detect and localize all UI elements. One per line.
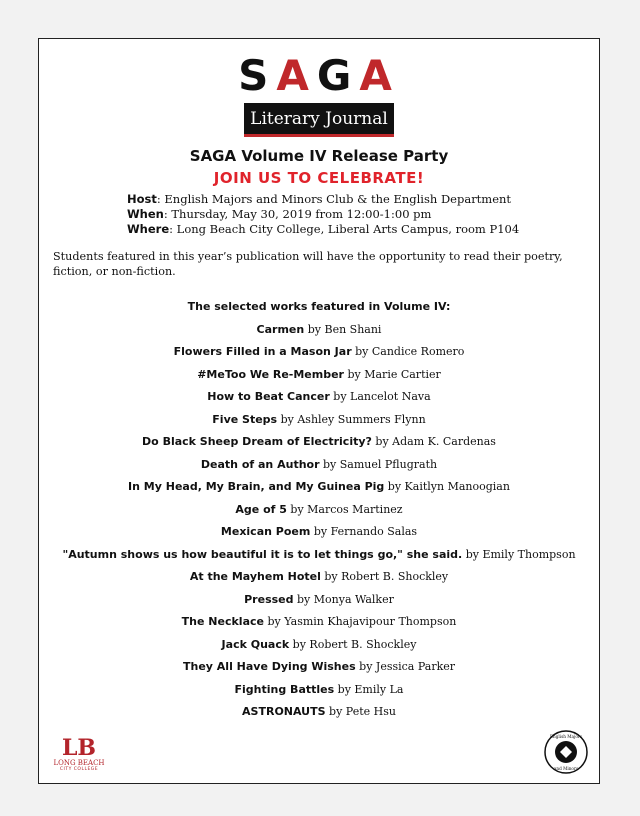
- work-item: [39, 656, 599, 679]
- work-item: [39, 431, 599, 454]
- work-item: [39, 521, 599, 544]
- work-title: Carmen: [256, 322, 305, 336]
- work-item: [39, 319, 599, 342]
- saga-letter-s: S: [238, 51, 277, 100]
- host-label: Host: [127, 192, 157, 206]
- when-label: When: [127, 207, 164, 221]
- when-line: [127, 207, 519, 222]
- work-item: [39, 454, 599, 477]
- work-title: Age of 5: [235, 502, 287, 516]
- work-title: Mexican Poem: [220, 525, 311, 538]
- work-title: Pressed: [244, 592, 294, 606]
- work-author: by Ben Shani: [304, 322, 382, 336]
- work-author: by Lancelot Nava: [329, 390, 431, 403]
- work-item: [39, 679, 599, 702]
- literary-journal-banner: [244, 103, 394, 137]
- work-author: by Robert B. Shockley: [320, 570, 449, 583]
- work-item: [39, 409, 599, 432]
- work-author: by Pete Hsu: [325, 705, 396, 718]
- work-title: In My Head, My Brain, and My Guinea Pig: [128, 480, 385, 493]
- works-list: [39, 296, 599, 724]
- work-author: by Marcos Martinez: [286, 502, 403, 516]
- lbcc-mark: LB: [61, 735, 97, 761]
- works-heading: The selected works featured in Volume IV:: [187, 300, 451, 313]
- literary-journal-label: Literary Journal: [250, 108, 388, 129]
- event-subtitle: JOIN US TO CELEBRATE!: [213, 169, 425, 187]
- work-item: [39, 341, 599, 364]
- saga-letter-a2: A: [359, 51, 400, 100]
- work-title: Do Black Sheep Dream of Electricity?: [142, 435, 372, 448]
- flyer-page: [38, 38, 600, 784]
- host-value: : English Majors and Minors Club & the English Department: [156, 192, 512, 206]
- when-value: : Thursday, May 30, 2019 from 12:00-1:00 pm: [163, 207, 432, 221]
- seal-bottom-text: and Minors: [553, 766, 579, 771]
- lbcc-logo: [49, 737, 109, 772]
- event-details: [127, 192, 519, 237]
- where-label: Where: [127, 222, 170, 236]
- work-item: [39, 589, 599, 612]
- work-item: [39, 611, 599, 634]
- work-author: by Marie Cartier: [343, 367, 441, 381]
- work-author: by Adam K. Cardenas: [371, 435, 496, 448]
- work-item: [39, 386, 599, 409]
- work-item: [39, 634, 599, 657]
- seal-top-text: English Majors: [549, 734, 583, 739]
- work-author: by Candice Romero: [351, 345, 465, 358]
- work-author: by Kaitlyn Manoogian: [384, 480, 510, 493]
- work-author: by Jessica Parker: [355, 660, 456, 673]
- work-item: [39, 499, 599, 522]
- saga-letter-a1: A: [276, 51, 317, 100]
- where-line: [127, 222, 519, 237]
- work-author: by Fernando Salas: [310, 525, 418, 538]
- work-author: by Emily Thompson: [462, 547, 576, 561]
- event-title: SAGA Volume IV Release Party: [189, 147, 449, 165]
- work-title: Five Steps: [212, 412, 278, 426]
- work-item: [39, 701, 599, 724]
- intro-paragraph: Students featured in this year’s publication will have the opportunity to read their poetry, fiction, or non-fiction.: [53, 250, 563, 278]
- work-author: by Emily La: [334, 682, 404, 696]
- work-title: The Necklace: [181, 615, 264, 628]
- work-title: Jack Quack: [221, 637, 290, 651]
- where-value: : Long Beach City College, Liberal Arts Campus, room P104: [169, 222, 520, 236]
- host-line: [127, 192, 519, 207]
- english-club-seal-icon: [543, 729, 589, 775]
- work-title: "Autumn shows us how beautiful it is to let things go," she said.: [62, 547, 463, 561]
- saga-letter-g: G: [316, 51, 360, 100]
- work-title: Fighting Battles: [234, 682, 335, 696]
- work-title: They All Have Dying Wishes: [182, 660, 356, 673]
- saga-logo: [39, 53, 599, 99]
- work-author: by Samuel Pflugrath: [319, 457, 438, 471]
- work-title: At the Mayhem Hotel: [189, 570, 321, 583]
- work-item: [39, 364, 599, 387]
- work-title: Flowers Filled in a Mason Jar: [173, 345, 352, 358]
- work-item: [39, 544, 599, 567]
- work-author: by Monya Walker: [293, 592, 394, 606]
- work-title: Death of an Author: [200, 457, 320, 471]
- work-title: #MeToo We Re-Member: [197, 367, 344, 381]
- work-author: by Robert B. Shockley: [289, 637, 417, 651]
- work-item: [39, 476, 599, 499]
- lbcc-name: LONG BEACH: [53, 759, 105, 767]
- work-author: by Yasmin Khajavipour Thompson: [263, 615, 457, 628]
- work-author: by Ashley Summers Flynn: [277, 412, 426, 426]
- lbcc-sub: CITY COLLEGE: [59, 767, 99, 772]
- work-title: How to Beat Cancer: [207, 390, 330, 403]
- work-item: [39, 566, 599, 589]
- work-title: ASTRONAUTS: [242, 705, 326, 718]
